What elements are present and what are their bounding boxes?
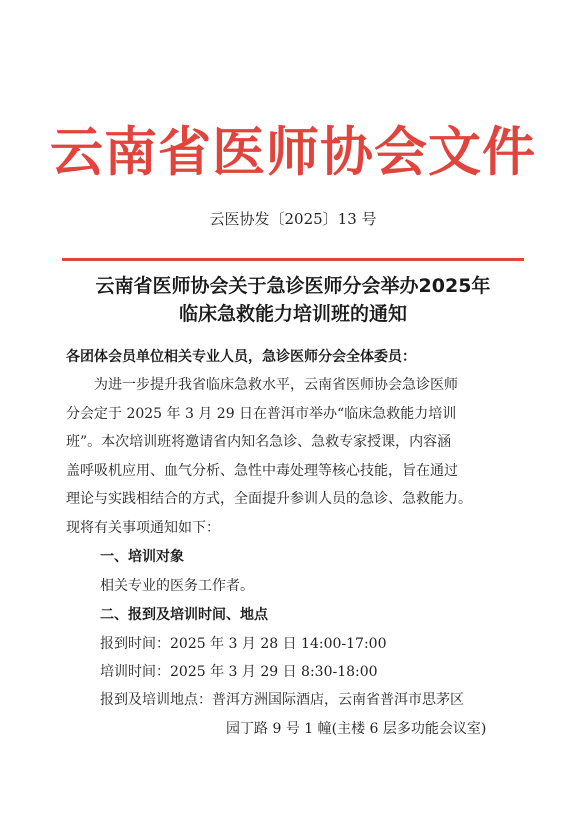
intro-line: 分会定于 2025 年 3 月 29 日在普洱市举办“临床急救能力培训 — [66, 405, 457, 422]
section-1-body: 相关专业的医务工作者。 — [100, 578, 254, 594]
notice-title-line-1: 云南省医师协会关于急诊医师分会举办2025年 — [95, 275, 491, 297]
section-2-heading: 二、报到及培训时间、地点 — [100, 607, 268, 623]
section-1-heading: 一、培训对象 — [100, 549, 184, 565]
location-line-1: 报到及培训地点：普洱方洲国际酒店，云南省普洱市思茅区 — [100, 692, 464, 708]
intro-line: 为进一步提升我省临床急救水平，云南省医师协会急诊医师 — [66, 377, 458, 393]
notice-title-line-2: 临床急救能力培训班的通知 — [178, 303, 407, 325]
training-time: 培训时间：2025 年 3 月 29 日 8:30-18:00 — [100, 664, 378, 680]
document-header-title: 云南省医师协会文件 — [50, 121, 536, 183]
intro-line: 理论与实践相结合的方式，全面提升参训人员的急诊、急救能力。 — [66, 491, 472, 507]
notice-title — [62, 272, 524, 328]
salutation: 各团体会员单位相关专业人员，急诊医师分会全体委员： — [66, 349, 416, 365]
intro-line: 现将有关事项通知如下： — [66, 519, 220, 536]
intro-line: 盖呼吸机应用、血气分析、急性中毒处理等核心技能，旨在通过 — [66, 462, 458, 479]
checkin-time: 报到时间：2025 年 3 月 28 日 14:00-17:00 — [100, 636, 387, 652]
document-number: 云医协发〔2025〕13 号 — [209, 210, 377, 228]
location-line-2: 园丁路 9 号 1 幢(主楼 6 层多功能会议室) — [226, 721, 487, 737]
intro-line: 班”。本次培训班将邀请省内知名急诊、急救专家授课，内容涵 — [66, 434, 452, 450]
red-divider — [62, 258, 524, 261]
intro-paragraph — [66, 371, 522, 542]
